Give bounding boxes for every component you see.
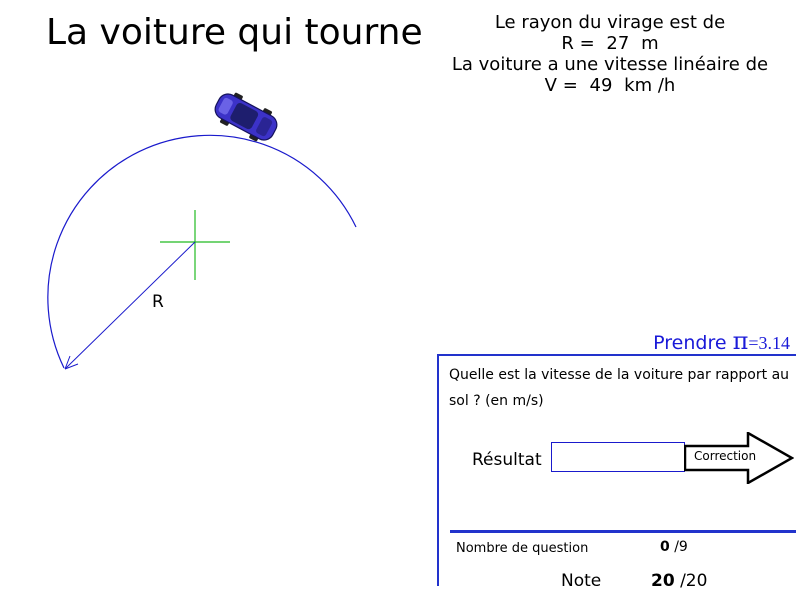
grade-total: /20: [680, 571, 708, 591]
question-text: Quelle est la vitesse de la voiture par rapport au sol ? (en m/s): [449, 367, 790, 409]
answer-input[interactable]: [551, 442, 685, 472]
pi-prefix: Prendre: [653, 332, 727, 354]
question-count-total: /9: [674, 539, 688, 555]
grade-label: Note: [561, 571, 602, 591]
problem-info: [430, 12, 790, 96]
car-icon: [210, 87, 282, 147]
correction-button[interactable]: [684, 432, 794, 484]
speed-prefix: V =: [544, 75, 578, 96]
pi-symbol: π: [732, 327, 749, 355]
radius-prefix: R =: [561, 33, 595, 54]
radius-row: [430, 33, 790, 54]
page-title: La voiture qui tourne: [46, 12, 423, 53]
pi-value: =3.14: [748, 333, 790, 353]
grade-value: 20: [651, 571, 675, 591]
turning-scene: [0, 0, 430, 400]
radius-line: Le rayon du virage est de: [494, 12, 726, 33]
question-count: [660, 539, 688, 555]
grade: [651, 571, 707, 591]
speed-value: 49: [589, 75, 613, 96]
circular-path: [48, 135, 356, 368]
question-count-value: 0: [660, 539, 670, 555]
result-label: Résultat: [472, 450, 542, 470]
panel-divider: [450, 530, 796, 533]
radius-arrow: [65, 242, 195, 369]
radius-label: R: [152, 292, 164, 312]
speed-line: La voiture a une vitesse linéaire de: [451, 54, 769, 75]
pi-note: [600, 327, 790, 355]
radius-value: 27: [606, 33, 630, 54]
radius-unit: m: [641, 33, 659, 54]
speed-unit: km /h: [624, 75, 676, 96]
correction-label: Correction: [694, 449, 757, 463]
speed-row: [430, 75, 790, 96]
question-count-label: Nombre de question: [456, 541, 589, 556]
crosshair-icon: [160, 210, 230, 280]
